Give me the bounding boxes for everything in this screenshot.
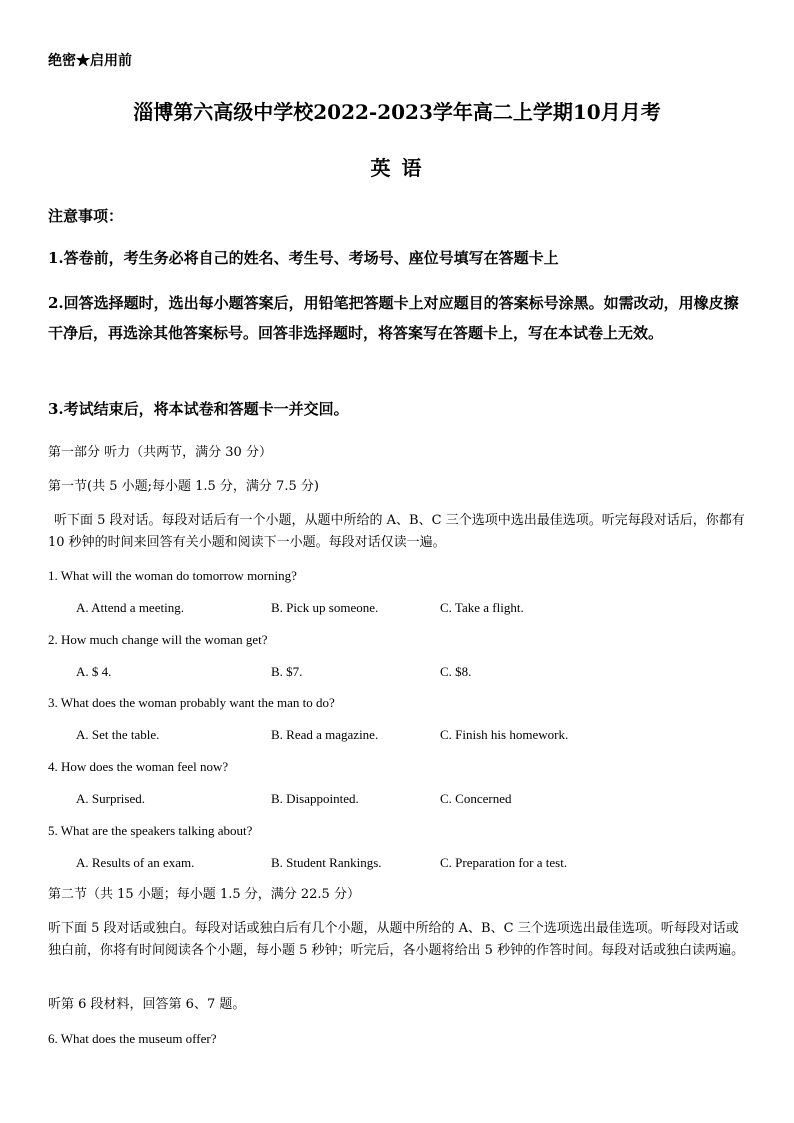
notice-item-2: 2.回答选择题时，选出每小题答案后，用铅笔把答题卡上对应题目的答案标号涂黑。如需改动，用橡皮擦干净后，再选涂其他答案标号。回答非选择题时，将答案写在答题卡上，写在本试卷上无效。 (48, 294, 739, 342)
section2-heading: 第二节（共 15 小题；每小题 1.5 分，满分 22.5 分） (48, 887, 360, 902)
question-5: 5. What are the speakers talking about? (48, 823, 253, 838)
notice-item-3: 3.考试结束后，将本试卷和答题卡一并交回。 (48, 400, 349, 418)
notice-item-1: 1.答卷前，考生务必将自己的姓名、考生号、考场号、座位号填写在答题卡上 (48, 249, 559, 267)
part1-heading: 第一部分 听力（共两节，满分 30 分） (48, 445, 272, 460)
option-5b: B. Student Rankings. (271, 855, 382, 870)
option-5c: C. Preparation for a test. (440, 855, 568, 870)
subject-title: 英 语 (370, 156, 424, 180)
question-6: 6. What does the museum offer? (48, 1031, 217, 1046)
exam-title: 淄博第六高级中学校2022-2023学年高二上学期10月月考 (133, 100, 661, 124)
option-3c: C. Finish his homework. (440, 727, 569, 742)
option-2b: B. $7. (271, 664, 303, 679)
question-2: 2. How much change will the woman get? (48, 632, 268, 647)
option-4c: C. Concerned (440, 791, 512, 806)
section1-heading: 第一节(共 5 小题;每小题 1.5 分，满分 7.5 分) (48, 479, 319, 494)
option-1a: A. Attend a meeting. (76, 600, 184, 615)
option-3b: B. Read a magazine. (271, 727, 379, 742)
option-2c: C. $8. (440, 664, 472, 679)
secret-label: 绝密★启用前 (48, 53, 132, 69)
option-1b: B. Pick up someone. (271, 600, 379, 615)
option-4a: A. Surprised. (76, 791, 145, 806)
option-4b: B. Disappointed. (271, 791, 359, 806)
section1-instructions: 听下面 5 段对话。每段对话后有一个小题，从题中所给的 A、B、C 三个选项中选出最佳选项。听完每段对话后，你都有 10 秒钟的时间来回答有关小题和阅读下一小题。每段对话仅读一遍。 (48, 513, 745, 550)
question-3: 3. What does the woman probably want the man to do? (48, 695, 335, 710)
option-3a: A. Set the table. (76, 727, 160, 742)
question-4: 4. How does the woman feel now? (48, 759, 229, 774)
option-5a: A. Results of an exam. (76, 855, 195, 870)
material-6-instruction: 听第 6 段材料，回答第 6、7 题。 (48, 997, 246, 1012)
option-2a: A. $ 4. (76, 664, 112, 679)
notice-heading: 注意事项： (48, 207, 124, 225)
section2-instructions: 听下面 5 段对话或独白。每段对话或独白后有几个小题，从题中所给的 A、B、C 三个选项选出最佳选项。听每段对话或独白前，你将有时间阅读各个小题，每小题 5 秒钟；听完后，各小题将给出 5 秒钟的作答时间。每段对话或独白读两遍。 (48, 921, 745, 958)
question-1: 1. What will the woman do tomorrow morning? (48, 568, 297, 583)
option-1c: C. Take a flight. (440, 600, 524, 615)
